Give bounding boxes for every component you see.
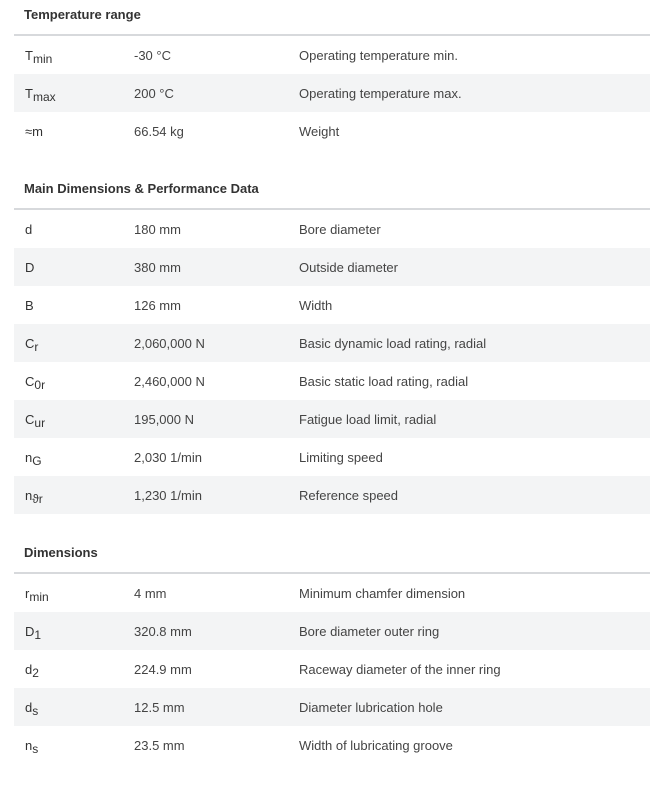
symbol-subscript: max [32, 89, 56, 104]
symbol-cell [14, 661, 134, 680]
value-cell: 200 °C [134, 85, 174, 101]
table-row [14, 324, 650, 362]
symbol: d [25, 699, 33, 715]
value-cell: 195,000 N [134, 411, 194, 427]
symbol-cell [14, 699, 134, 718]
description-cell: Basic static load rating, radial [299, 373, 469, 389]
symbol: T [25, 85, 33, 101]
section-main-dimensions [14, 174, 650, 514]
table-row [14, 400, 650, 438]
spec-table [14, 574, 650, 764]
symbol-subscript: G [32, 453, 42, 468]
symbol-cell [14, 85, 134, 104]
symbol: D [25, 623, 35, 639]
symbol-subscript: ϑr [32, 491, 43, 506]
symbol-subscript: 1 [34, 627, 42, 642]
spec-page [14, 0, 650, 764]
table-row [14, 210, 650, 248]
value-cell: 12.5 mm [134, 699, 185, 715]
description-cell: Operating temperature max. [299, 85, 462, 101]
table-row [14, 36, 650, 74]
table-row [14, 112, 650, 150]
symbol-subscript: r [34, 339, 39, 354]
symbol: d [25, 221, 33, 237]
description-cell: Raceway diameter of the inner ring [299, 661, 501, 677]
symbol: n [25, 449, 33, 465]
symbol-cell [14, 449, 134, 468]
section-spacer [14, 150, 650, 174]
value-cell: 2,060,000 N [134, 335, 205, 351]
value-cell: 1,230 1/min [134, 487, 202, 503]
symbol-cell [14, 411, 134, 430]
value-cell: 224.9 mm [134, 661, 192, 677]
symbol: n [25, 487, 33, 503]
symbol-cell [14, 373, 134, 392]
symbol-cell [14, 222, 134, 237]
section-title: Temperature range [14, 0, 650, 36]
table-row [14, 286, 650, 324]
symbol-subscript: min [29, 589, 49, 604]
description-cell: Width of lubricating groove [299, 737, 453, 753]
symbol-cell [14, 298, 134, 313]
value-cell: 380 mm [134, 259, 181, 275]
symbol-cell [14, 623, 134, 642]
section-title: Dimensions [14, 538, 650, 574]
symbol-subscript: min [32, 51, 53, 66]
symbol-cell [14, 335, 134, 354]
table-row [14, 362, 650, 400]
symbol: d [25, 661, 33, 677]
value-cell: 126 mm [134, 297, 181, 313]
table-row [14, 650, 650, 688]
description-cell: Fatigue load limit, radial [299, 411, 437, 427]
section-dimensions [14, 538, 650, 764]
description-cell: Basic dynamic load rating, radial [299, 335, 487, 351]
value-cell: 66.54 kg [134, 123, 184, 139]
symbol: C [25, 411, 35, 427]
spec-table [14, 210, 650, 514]
value-cell: 180 mm [134, 221, 181, 237]
description-cell: Operating temperature min. [299, 47, 458, 63]
description-cell: Weight [299, 123, 340, 139]
description-cell: Outside diameter [299, 259, 398, 275]
symbol: B [25, 297, 34, 313]
symbol-cell [14, 124, 134, 139]
table-row [14, 74, 650, 112]
symbol: T [25, 47, 33, 63]
symbol: D [25, 259, 35, 275]
symbol-cell [14, 487, 134, 506]
table-row [14, 726, 650, 764]
symbol: C [25, 335, 35, 351]
symbol: n [25, 737, 33, 753]
spec-table [14, 36, 650, 150]
value-cell: 2,030 1/min [134, 449, 202, 465]
symbol-cell [14, 47, 134, 66]
symbol: ≈m [25, 123, 43, 139]
description-cell: Width [299, 297, 333, 313]
description-cell: Bore diameter [299, 221, 381, 237]
table-row [14, 612, 650, 650]
table-row [14, 438, 650, 476]
symbol-subscript: ur [34, 415, 46, 430]
description-cell: Bore diameter outer ring [299, 623, 440, 639]
section-title: Main Dimensions & Performance Data [14, 174, 650, 210]
value-cell: 4 mm [134, 585, 167, 601]
value-cell: 2,460,000 N [134, 373, 205, 389]
symbol-subscript: 0r [34, 377, 46, 392]
value-cell: -30 °C [134, 47, 171, 63]
table-row [14, 574, 650, 612]
table-row [14, 688, 650, 726]
table-row [14, 248, 650, 286]
symbol: C [25, 373, 35, 389]
symbol-subscript: s [32, 741, 39, 756]
symbol-subscript: 2 [32, 665, 39, 680]
description-cell: Minimum chamfer dimension [299, 585, 466, 601]
description-cell: Limiting speed [299, 449, 383, 465]
symbol: r [25, 585, 30, 601]
table-row [14, 476, 650, 514]
symbol-cell [14, 585, 134, 604]
section-spacer [14, 514, 650, 538]
value-cell: 320.8 mm [134, 623, 192, 639]
symbol-cell [14, 260, 134, 275]
description-cell: Diameter lubrication hole [299, 699, 443, 715]
symbol-cell [14, 737, 134, 756]
value-cell: 23.5 mm [134, 737, 185, 753]
symbol-subscript: s [32, 703, 39, 718]
description-cell: Reference speed [299, 487, 399, 503]
section-temperature-range [14, 0, 650, 150]
